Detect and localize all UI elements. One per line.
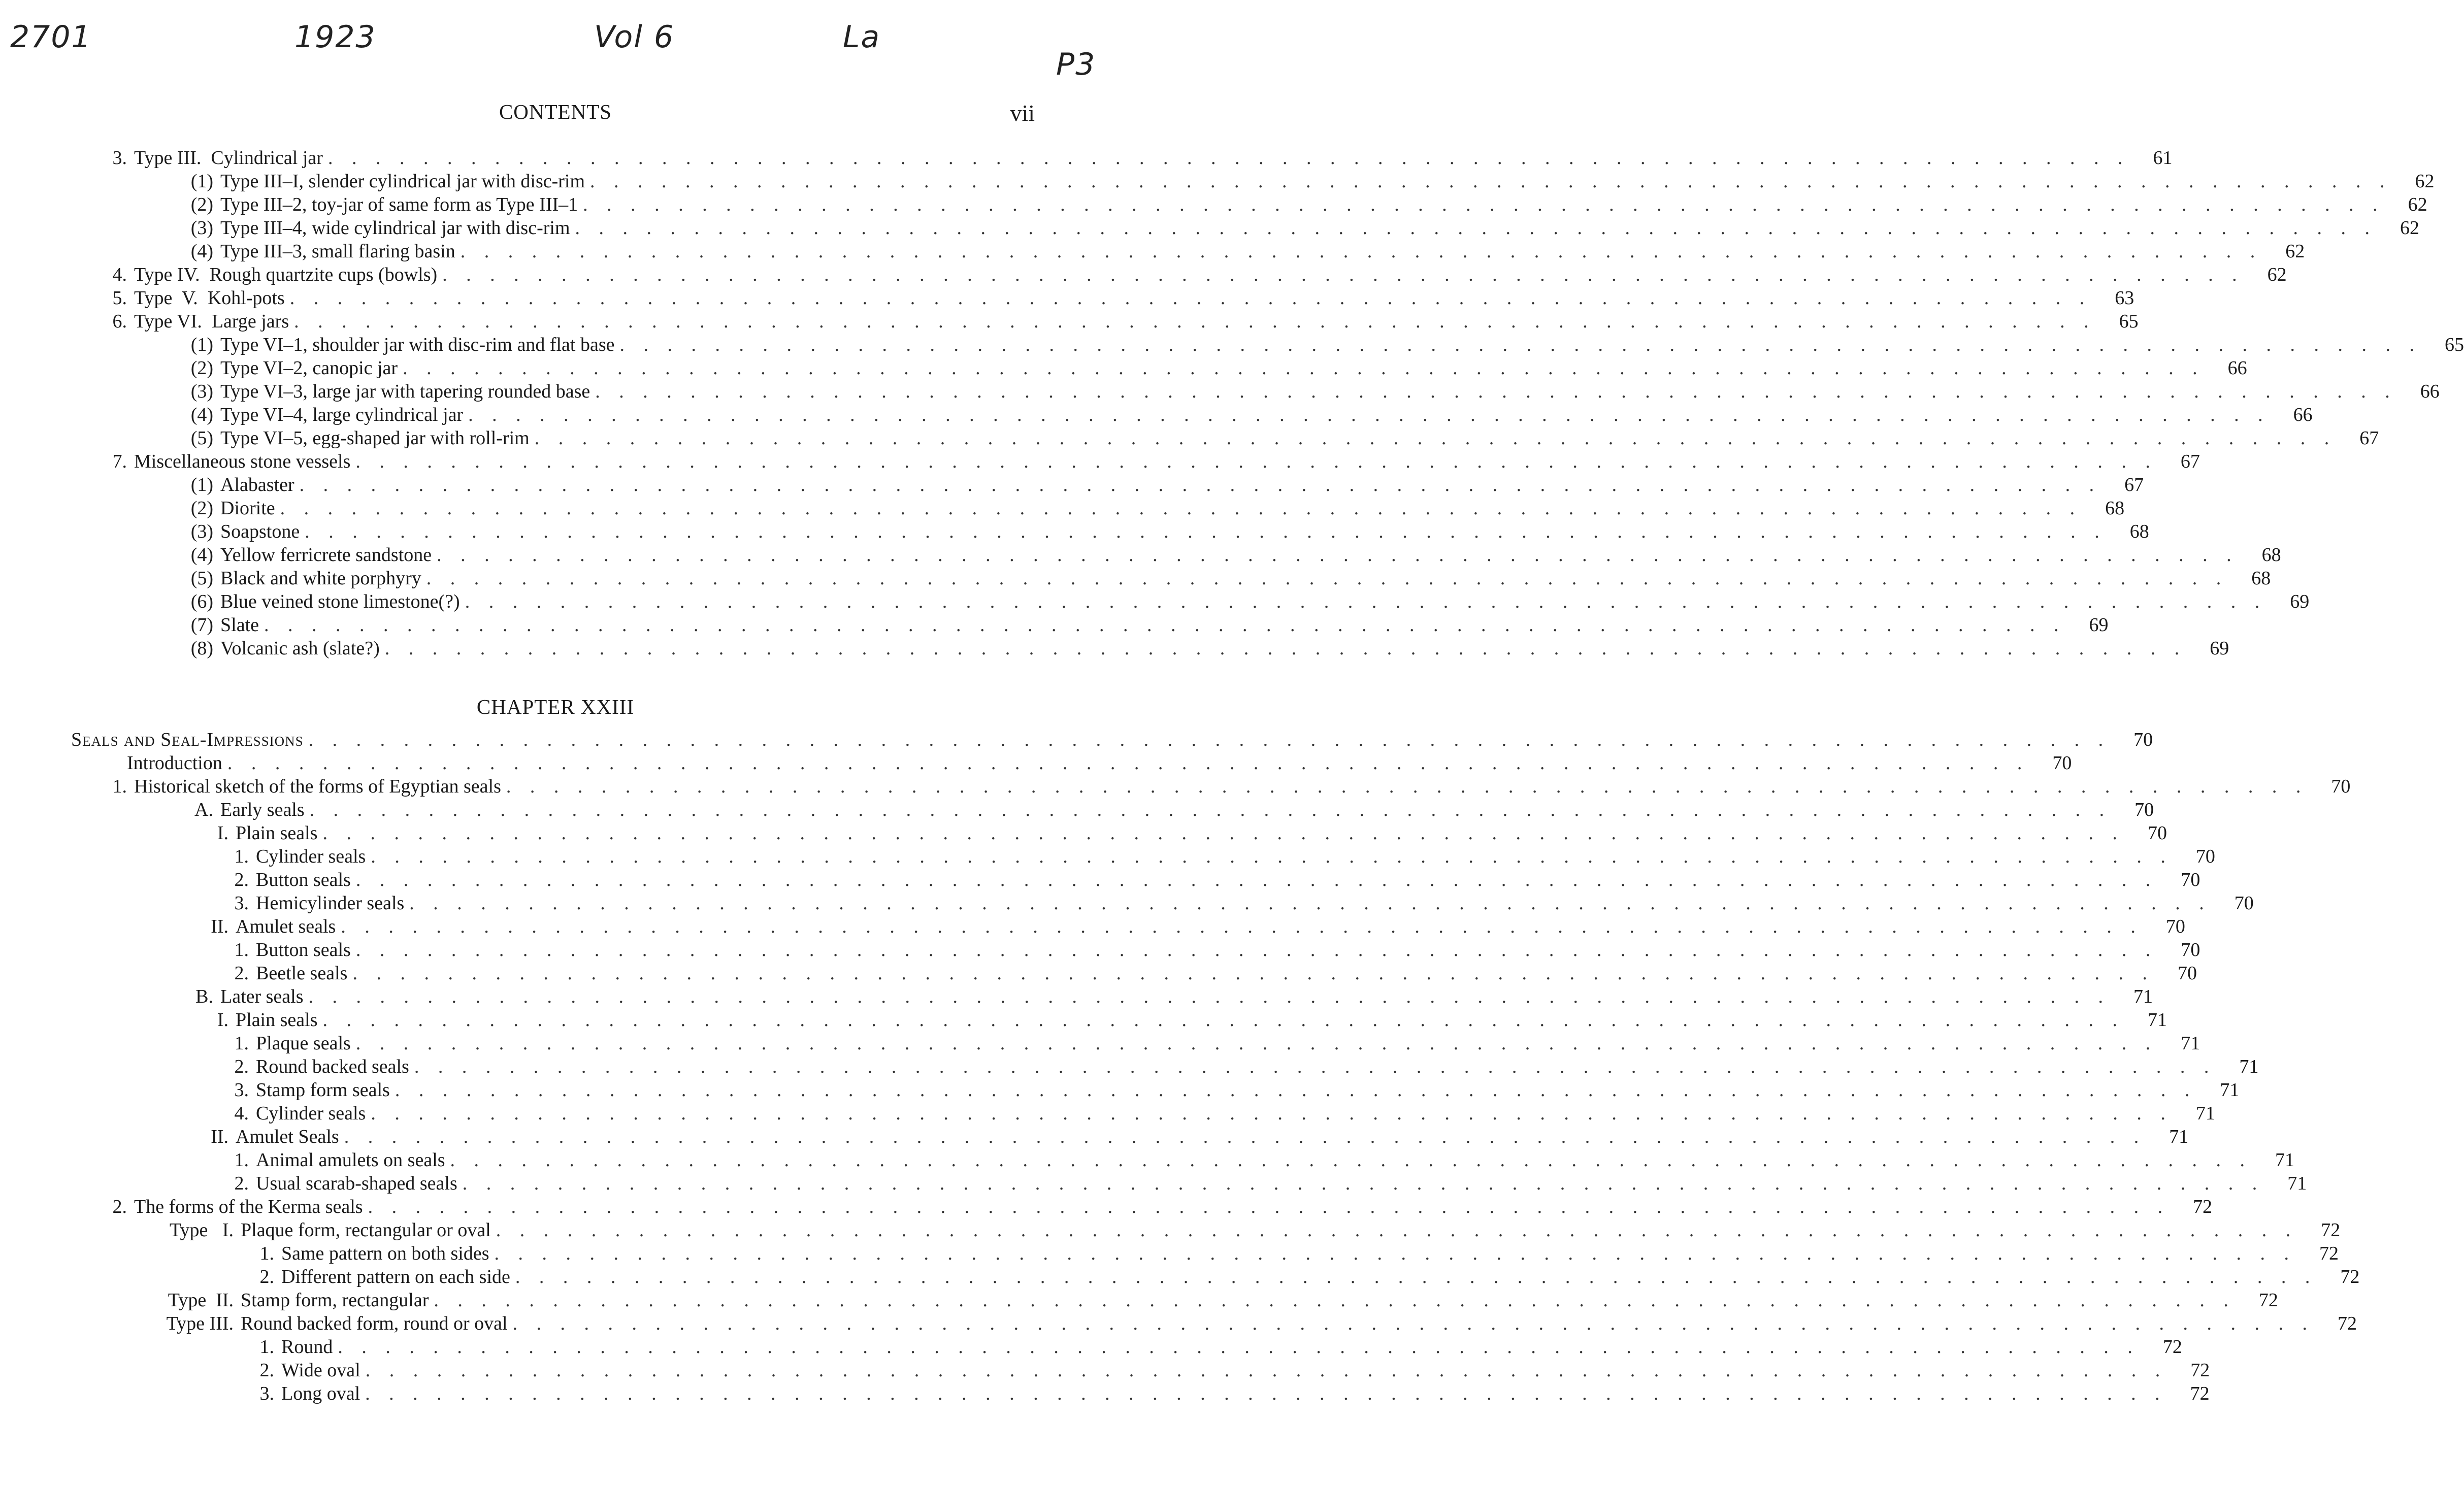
dot-leader: . . . . . . . . . . . . . . . . . . . . . . . . . . . . . . . . . . . . . . . . . . . . . . . . . . . . . . . . . . . . . . . . . . . . . . . . . . . . [308,729,2111,750]
dot-leader: . . . . . . . . . . . . . . . . . . . . . . . . . . . . . . . . . . . . . . . . . . . . . . . . . . . . . . . . . . . . . . . . . . . . . . . . . . . . [355,1033,2158,1054]
toc-entry [71,1289,2278,1312]
toc-entry-number: 2. [259,1360,274,1381]
toc-entry-number: 4. [234,1103,249,1124]
toc-entry-page: 68 [2129,521,2149,542]
dot-leader: . . . . . . . . . . . . . . . . . . . . . . . . . . . . . . . . . . . . . . . . . . . . . . . . . . . . . . . . . . . . . . . . . . . . . . . . . . . . [506,776,2308,797]
toc-entry-page: 71 [2147,1009,2167,1031]
toc-entry-title: Diorite [220,498,275,519]
dot-leader: . . . . . . . . . . . . . . . . . . . . . . . . . . . . . . . . . . . . . . . . . . . . . . . . . . . . . . . . . . . . . . . . . . . . . . . . . . . . [355,451,2157,472]
dot-leader: . . . . . . . . . . . . . . . . . . . . . . . . . . . . . . . . . . . . . . . . . . . . . . . . . . . . . . . . . . . . . . . . . . . . . . . . . . . . [462,1173,2264,1194]
dot-leader: . . . . . . . . . . . . . . . . . . . . . . . . . . . . . . . . . . . . . . . . . . . . . . . . . . . . . . . . . . . . . . . . . . . . . . . . . . . . [468,404,2270,425]
toc-entry-page: 72 [2162,1336,2182,1358]
toc-entry-title: Amulet Seals [236,1126,339,1147]
toc-entry [71,1078,2240,1102]
dot-leader: . . . . . . . . . . . . . . . . . . . . . . . . . . . . . . . . . . . . . . . . . . . . . . . . . . . . . . . . . . . . . . . . . . . . . . . . . . . . [442,264,2244,285]
toc-entry-title: Same pattern on both sides [281,1243,489,1264]
toc-entry-number: (3) [190,521,213,542]
toc-entry-page: 68 [2105,498,2125,519]
toc-entry [71,1335,2182,1359]
toc-entry-page: 62 [2415,171,2435,192]
toc-entry-page: 67 [2124,474,2144,496]
toc-entry-page: 65 [2445,334,2464,355]
toc-entry-number: Type II. [168,1290,234,1311]
toc-entry-page: 70 [2052,752,2072,774]
toc-entry-page: 70 [2133,729,2153,750]
toc-entry-page: 70 [2234,893,2254,914]
toc-entry-number: (1) [190,474,213,496]
dot-leader: . . . . . . . . . . . . . . . . . . . . . . . . . . . . . . . . . . . . . . . . . . . . . . . . . . . . . . . . . . . . . . . . . . . . . . . . . . . . [437,544,2239,566]
toc-entry-number: (8) [190,638,213,659]
toc-entry-page: 70 [2331,776,2351,797]
dot-leader: . . . . . . . . . . . . . . . . . . . . . . . . . . . . . . . . . . . . . . . . . . . . . . . . . . . . . . . . . . . . . . . . . . . . . . . . . . . . [395,1079,2197,1101]
toc-entry-page: 72 [2258,1290,2278,1311]
dot-leader: . . . . . . . . . . . . . . . . . . . . . . . . . . . . . . . . . . . . . . . . . . . . . . . . . . . . . . . . . . . . . . . . . . . . . . . . . . . . [365,1360,2167,1381]
toc-entry [71,1382,2210,1405]
toc-entry-number: (7) [190,614,213,636]
toc-entry-title: Type III–I, slender cylindrical jar with disc-rim [220,171,585,192]
toc-entry [71,1242,2339,1265]
toc-entry-number: (2) [190,194,213,215]
toc-entry [71,1125,2189,1148]
toc-entry [71,590,2310,613]
toc-entry [71,1195,2213,1218]
toc-entry-page: 71 [2275,1149,2295,1171]
toc-entry [71,263,2287,286]
toc-entry [71,845,2215,868]
toc-entry-page: 72 [2319,1243,2339,1264]
dot-leader: . . . . . . . . . . . . . . . . . . . . . . . . . . . . . . . . . . . . . . . . . . . . . . . . . . . . . . . . . . . . . . . . . . . . . . . . . . . . [341,916,2143,937]
toc-entry-number: (5) [190,568,213,589]
toc-entry-page: 66 [2420,381,2440,402]
toc-entry-title: Hemicylinder seals [256,893,405,914]
toc-entry-title: Type VI–5, egg-shaped jar with roll-rim [220,427,530,449]
dot-leader: . . . . . . . . . . . . . . . . . . . . . . . . . . . . . . . . . . . . . . . . . . . . . . . . . . . . . . . . . . . . . . . . . . . . . . . . . . . . [352,963,2154,984]
toc-entry-page: 66 [2227,357,2247,379]
toc-entry-title: Soapstone [220,521,300,542]
toc-entry-title: Type III. Cylindrical jar [134,147,323,169]
toc-entry-number: (2) [190,498,213,519]
dot-leader: . . . . . . . . . . . . . . . . . . . . . . . . . . . . . . . . . . . . . . . . . . . . . . . . . . . . . . . . . . . . . . . . . . . . . . . . . . . . [294,311,2096,332]
toc-entry-number: (4) [190,404,213,425]
dot-leader: . . . . . . . . . . . . . . . . . . . . . . . . . . . . . . . . . . . . . . . . . . . . . . . . . . . . . . . . . . . . . . . . . . . . . . . . . . . . [414,1056,2216,1077]
toc-entry-number: 7. [112,451,127,472]
toc-entry-title: Beetle seals [256,963,348,984]
dot-leader: . . . . . . . . . . . . . . . . . . . . . . . . . . . . . . . . . . . . . . . . . . . . . . . . . . . . . . . . . . . . . . . . . . . . . . . . . . . . [384,638,2187,659]
dot-leader: . . . . . . . . . . . . . . . . . . . . . . . . . . . . . . . . . . . . . . . . . . . . . . . . . . . . . . . . . . . . . . . . . . . . . . . . . . . . [583,194,2385,215]
toc-entry-page: 69 [2210,638,2229,659]
toc-entry [71,380,2440,403]
toc-entry-page: 62 [2400,217,2420,239]
dot-leader: . . . . . . . . . . . . . . . . . . . . . . . . . . . . . . . . . . . . . . . . . . . . . . . . . . . . . . . . . . . . . . . . . . . . . . . . . . . . [371,1103,2173,1124]
dot-leader: . . . . . . . . . . . . . . . . . . . . . . . . . . . . . . . . . . . . . . . . . . . . . . . . . . . . . . . . . . . . . . . . . . . . . . . . . . . . [434,1290,2236,1311]
dot-leader: . . . . . . . . . . . . . . . . . . . . . . . . . . . . . . . . . . . . . . . . . . . . . . . . . . . . . . . . . . . . . . . . . . . . . . . . . . . . [403,357,2205,379]
toc-entry-title: Different pattern on each side [281,1266,510,1287]
toc-entry-title: Type V. Kohl-pots [134,287,285,309]
toc-entry-number: 1. [259,1243,274,1264]
toc-entry [71,1148,2295,1172]
toc-entry [71,333,2464,356]
toc-entry [71,170,2435,193]
toc-entry-page: 70 [2181,939,2200,961]
toc-entry-page: 67 [2180,451,2200,472]
toc-entry-title: Type VI–4, large cylindrical jar [220,404,464,425]
toc-entry-page: 72 [2338,1313,2357,1334]
dot-leader: . . . . . . . . . . . . . . . . . . . . . . . . . . . . . . . . . . . . . . . . . . . . . . . . . . . . . . . . . . . . . . . . . . . . . . . . . . . . [327,147,2130,169]
toc-entry-page: 71 [2169,1126,2189,1147]
handwritten-page-ref: P3 [1056,47,1096,82]
toc-entry-title: Plaque form, rectangular or oval [241,1219,491,1241]
toc-entry [71,775,2351,798]
dot-leader: . . . . . . . . . . . . . . . . . . . . . . . . . . . . . . . . . . . . . . . . . . . . . . . . . . . . . . . . . . . . . . . . . . . . . . . . . . . . [465,591,2267,612]
dot-leader: . . . . . . . . . . . . . . . . . . . . . . . . . . . . . . . . . . . . . . . . . . . . . . . . . . . . . . . . . . . . . . . . . . . . . . . . . . . . [619,334,2421,355]
toc-entry-number: (4) [190,241,213,262]
toc-entry-number: II. [211,1126,228,1147]
dot-leader: . . . . . . . . . . . . . . . . . . . . . . . . . . . . . . . . . . . . . . . . . . . . . . . . . . . . . . . . . . . . . . . . . . . . . . . . . . . . [450,1149,2252,1171]
toc-entry-number: 1. [234,1149,249,1171]
toc-entry-page: 72 [2190,1383,2210,1404]
toc-entry-number: 1. [234,846,249,867]
toc-entry-title: Introduction [127,752,222,774]
toc-entry [71,915,2185,938]
handwritten-year: 1923 [294,19,376,55]
toc-entry-title: Round backed form, round or oval [241,1313,508,1334]
dot-leader: . . . . . . . . . . . . . . . . . . . . . . . . . . . . . . . . . . . . . . . . . . . . . . . . . . . . . . . . . . . . . . . . . . . . . . . . . . . . [322,1009,2124,1031]
toc-entry-title: The forms of the Kerma seals [134,1196,363,1217]
toc-entry-title: Type IV. Rough quartzite cups (bowls) [134,264,438,285]
dot-leader: . . . . . . . . . . . . . . . . . . . . . . . . . . . . . . . . . . . . . . . . . . . . . . . . . . . . . . . . . . . . . . . . . . . . . . . . . . . . [534,427,2337,449]
toc-entry-number: 2. [234,963,249,984]
toc-entry-number: A. [194,799,213,820]
toc-entry-number: 2. [259,1266,274,1287]
toc-entry-number: 6. [112,311,127,332]
dot-leader: . . . . . . . . . . . . . . . . . . . . . . . . . . . . . . . . . . . . . . . . . . . . . . . . . . . . . . . . . . . . . . . . . . . . . . . . . . . . [338,1336,2140,1358]
toc-entry-page: 70 [2165,916,2185,937]
toc-entry-title: Round [281,1336,333,1358]
toc-entry-title: Type VI. Large jars [134,311,289,332]
toc-entry-page: 70 [2177,963,2197,984]
toc-entry-number: 5. [112,287,127,309]
toc-entry [71,962,2197,985]
toc-entry-title: Type III–4, wide cylindrical jar with disc-rim [220,217,570,239]
toc-entry-page: 70 [2134,799,2154,820]
toc-entry [71,1312,2357,1335]
dot-leader: . . . . . . . . . . . . . . . . . . . . . . . . . . . . . . . . . . . . . . . . . . . . . . . . . . . . . . . . . . . . . . . . . . . . . . . . . . . . [305,521,2107,542]
toc-entry-title: Type VI–1, shoulder jar with disc-rim and flat base [220,334,615,355]
dot-leader: . . . . . . . . . . . . . . . . . . . . . . . . . . . . . . . . . . . . . . . . . . . . . . . . . . . . . . . . . . . . . . . . . . . . . . . . . . . . [371,846,2173,867]
toc-entry-page: 63 [2115,287,2134,309]
toc-entry [71,216,2420,240]
toc-entry-number: Type I. [169,1219,234,1241]
toc-entry [71,146,2173,170]
toc-entry-number: 1. [259,1336,274,1358]
toc-entry-number: (2) [190,357,213,379]
toc-entry [71,1359,2210,1382]
toc-entry-number: (6) [190,591,213,612]
toc-entry-title: Amulet seals [236,916,336,937]
toc-entry [71,868,2200,891]
toc-entry [71,356,2247,380]
toc-entry [71,450,2200,473]
toc-entry [71,1008,2167,1032]
toc-entry-number: II. [211,916,228,937]
dot-leader: . . . . . . . . . . . . . . . . . . . . . . . . . . . . . . . . . . . . . . . . . . . . . . . . . . . . . . . . . . . . . . . . . . . . . . . . . . . . [496,1219,2298,1241]
dot-leader: . . . . . . . . . . . . . . . . . . . . . . . . . . . . . . . . . . . . . . . . . . . . . . . . . . . . . . . . . . . . . . . . . . . . . . . . . . . . [365,1383,2167,1404]
dot-leader: . . . . . . . . . . . . . . . . . . . . . . . . . . . . . . . . . . . . . . . . . . . . . . . . . . . . . . . . . . . . . . . . . . . . . . . . . . . . [460,241,2262,262]
dot-leader: . . . . . . . . . . . . . . . . . . . . . . . . . . . . . . . . . . . . . . . . . . . . . . . . . . . . . . . . . . . . . . . . . . . . . . . . . . . . [575,217,2377,239]
toc-entry-page: 68 [2251,568,2271,589]
toc-entry-page: 68 [2261,544,2281,566]
dot-leader: . . . . . . . . . . . . . . . . . . . . . . . . . . . . . . . . . . . . . . . . . . . . . . . . . . . . . . . . . . . . . . . . . . . . . . . . . . . . [409,893,2211,914]
toc-entry-title: Blue veined stone limestone(?) [220,591,460,612]
toc-entry-page: 71 [2220,1079,2240,1101]
toc-entry [71,1055,2259,1078]
dot-leader: . . . . . . . . . . . . . . . . . . . . . . . . . . . . . . . . . . . . . . . . . . . . . . . . . . . . . . . . . . . . . . . . . . . . . . . . . . . . [309,799,2112,820]
page-folio: vii [1010,100,1035,126]
toc-entry-page: 71 [2133,986,2153,1007]
toc-entry-title: Yellow ferricrete sandstone [220,544,432,566]
toc-entry [71,473,2144,497]
toc-entry [71,310,2139,333]
toc-entry-title: Type III–2, toy-jar of same form as Type III–1 [220,194,578,215]
toc-entry-number: (1) [190,334,213,355]
toc-entry-page: 71 [2195,1103,2215,1124]
toc-entry-title: Early seals [220,799,305,820]
toc-entry [71,1218,2341,1242]
handwritten-volume: Vol 6 [594,19,675,55]
toc-entry-number: I. [217,822,228,844]
toc-entry [71,751,2072,775]
toc-entry-title: Type VI–2, canopic jar [220,357,398,379]
toc-entry-number: 1. [234,1033,249,1054]
toc-entry-title: Stamp form seals [256,1079,390,1101]
toc-entry-title: Animal amulets on seals [256,1149,445,1171]
toc-entry-title: Type III–3, small flaring basin [220,241,455,262]
toc-entry-title: Cylinder seals [256,846,366,867]
toc-entry-title: Black and white porphyry [220,568,421,589]
toc-entry-page: 67 [2359,427,2379,449]
toc-entry-number: 3. [234,1079,249,1101]
toc-entry-title: Long oval [281,1383,360,1404]
dot-leader: . . . . . . . . . . . . . . . . . . . . . . . . . . . . . . . . . . . . . . . . . . . . . . . . . . . . . . . . . . . . . . . . . . . . . . . . . . . . [355,869,2158,890]
handwritten-initials: La [843,19,881,55]
toc-entry-title: Seals and Seal-Impressions [71,729,304,750]
toc-entry-page: 66 [2293,404,2313,425]
dot-leader: . . . . . . . . . . . . . . . . . . . . . . . . . . . . . . . . . . . . . . . . . . . . . . . . . . . . . . . . . . . . . . . . . . . . . . . . . . . . [264,614,2066,636]
toc-entry [71,286,2134,310]
toc-entry-page: 70 [2195,846,2215,867]
toc-entry-page: 70 [2181,869,2200,890]
toc-entry [71,821,2167,845]
toc-entry-title: Miscellaneous stone vessels [134,451,351,472]
toc-entry-page: 71 [2181,1033,2200,1054]
toc-entry-title: Plaque seals [256,1033,351,1054]
toc-entry-page: 69 [2089,614,2109,636]
toc-entry [71,798,2154,821]
toc-entry-number: 2. [234,1173,249,1194]
toc-entry-title: Later seals [220,986,304,1007]
toc-entry-title: Alabaster [220,474,294,496]
running-head: CONTENTS [499,100,612,123]
dot-leader: . . . . . . . . . . . . . . . . . . . . . . . . . . . . . . . . . . . . . . . . . . . . . . . . . . . . . . . . . . . . . . . . . . . . . . . . . . . . [299,474,2101,496]
toc-entry [71,567,2271,590]
toc-entry-page: 69 [2290,591,2310,612]
dot-leader: . . . . . . . . . . . . . . . . . . . . . . . . . . . . . . . . . . . . . . . . . . . . . . . . . . . . . . . . . . . . . . . . . . . . . . . . . . . . [590,171,2392,192]
toc-entry [71,938,2200,962]
toc-entry-page: 71 [2239,1056,2259,1077]
toc-entry [71,426,2379,450]
toc-entry-page: 65 [2119,311,2139,332]
toc-entry-number: 2. [234,869,249,890]
dot-leader: . . . . . . . . . . . . . . . . . . . . . . . . . . . . . . . . . . . . . . . . . . . . . . . . . . . . . . . . . . . . . . . . . . . . . . . . . . . . [494,1243,2296,1264]
toc-entry-title: Plain seals [236,1009,318,1031]
toc-entry-number: 3. [112,147,127,169]
toc-entry-title: Slate [220,614,259,636]
toc-entry-page: 70 [2147,822,2167,844]
toc-entry-title: Cylinder seals [256,1103,366,1124]
toc-entry-title: Historical sketch of the forms of Egyptian seals [134,776,501,797]
toc-entry [71,193,2427,216]
toc-entry-number: Type III. [166,1313,234,1334]
dot-leader: . . . . . . . . . . . . . . . . . . . . . . . . . . . . . . . . . . . . . . . . . . . . . . . . . . . . . . . . . . . . . . . . . . . . . . . . . . . . [355,939,2158,961]
toc-entry-number: (3) [190,217,213,239]
toc-entry-number: I. [217,1009,228,1031]
toc-entry-number: B. [195,986,213,1007]
toc-entry-number: (4) [190,544,213,566]
dot-leader: . . . . . . . . . . . . . . . . . . . . . . . . . . . . . . . . . . . . . . . . . . . . . . . . . . . . . . . . . . . . . . . . . . . . . . . . . . . . [512,1313,2315,1334]
toc-entry [71,497,2125,520]
toc-entry [71,543,2281,567]
toc-entry [71,637,2229,660]
toc-entry-number: 4. [112,264,127,285]
toc-entry [71,520,2149,543]
chapter-heading: CHAPTER XXIII [476,695,635,718]
dot-leader: . . . . . . . . . . . . . . . . . . . . . . . . . . . . . . . . . . . . . . . . . . . . . . . . . . . . . . . . . . . . . . . . . . . . . . . . . . . . [227,752,2029,774]
toc-entry-number: 3. [259,1383,274,1404]
toc-entry-page: 61 [2153,147,2173,169]
toc-entry-page: 72 [2340,1266,2360,1287]
toc-entry [71,1102,2215,1125]
toc-entry [71,891,2254,915]
toc-entry-number: 2. [234,1056,249,1077]
dot-leader: . . . . . . . . . . . . . . . . . . . . . . . . . . . . . . . . . . . . . . . . . . . . . . . . . . . . . . . . . . . . . . . . . . . . . . . . . . . . [344,1126,2146,1147]
dot-leader: . . . . . . . . . . . . . . . . . . . . . . . . . . . . . . . . . . . . . . . . . . . . . . . . . . . . . . . . . . . . . . . . . . . . . . . . . . . . [322,822,2124,844]
toc-entry [71,240,2305,263]
toc-entry-page: 72 [2193,1196,2213,1217]
toc-entry [71,1032,2200,1055]
toc-entry [71,613,2109,637]
toc-entry-title: Button seals [256,939,351,961]
dot-leader: . . . . . . . . . . . . . . . . . . . . . . . . . . . . . . . . . . . . . . . . . . . . . . . . . . . . . . . . . . . . . . . . . . . . . . . . . . . . [308,986,2111,1007]
toc-entry-page: 72 [2190,1360,2210,1381]
dot-leader: . . . . . . . . . . . . . . . . . . . . . . . . . . . . . . . . . . . . . . . . . . . . . . . . . . . . . . . . . . . . . . . . . . . . . . . . . . . . [368,1196,2170,1217]
toc-entry-title: Usual scarab-shaped seals [256,1173,457,1194]
dot-leader: . . . . . . . . . . . . . . . . . . . . . . . . . . . . . . . . . . . . . . . . . . . . . . . . . . . . . . . . . . . . . . . . . . . . . . . . . . . . [289,287,2092,309]
toc-section-stone-vessels [71,146,2464,660]
toc-entry-number: (5) [190,427,213,449]
toc-entry-number: 2. [112,1196,127,1217]
dot-leader: . . . . . . . . . . . . . . . . . . . . . . . . . . . . . . . . . . . . . . . . . . . . . . . . . . . . . . . . . . . . . . . . . . . . . . . . . . . . [515,1266,2317,1287]
toc-section-seals [71,728,2360,1405]
toc-entry-number: 1. [112,776,127,797]
toc-entry-title: Volcanic ash (slate?) [220,638,380,659]
toc-entry [71,403,2313,426]
toc-entry-page: 62 [2285,241,2305,262]
toc-entry-page: 62 [2408,194,2427,215]
dot-leader: . . . . . . . . . . . . . . . . . . . . . . . . . . . . . . . . . . . . . . . . . . . . . . . . . . . . . . . . . . . . . . . . . . . . . . . . . . . . [280,498,2082,519]
toc-entry-page: 71 [2287,1173,2307,1194]
toc-entry-page: 62 [2267,264,2287,285]
toc-entry-number: 1. [234,939,249,961]
toc-entry-title: Plain seals [236,822,318,844]
toc-entry-title: Type VI–3, large jar with tapering rounded base [220,381,590,402]
dot-leader: . . . . . . . . . . . . . . . . . . . . . . . . . . . . . . . . . . . . . . . . . . . . . . . . . . . . . . . . . . . . . . . . . . . . . . . . . . . . [426,568,2228,589]
toc-entry [71,1172,2307,1195]
toc-entry-number: 3. [234,893,249,914]
handwritten-number: 2701 [10,19,92,55]
toc-entry-page: 72 [2321,1219,2341,1241]
dot-leader: . . . . . . . . . . . . . . . . . . . . . . . . . . . . . . . . . . . . . . . . . . . . . . . . . . . . . . . . . . . . . . . . . . . . . . . . . . . . [595,381,2397,402]
toc-entry-title: Button seals [256,869,351,890]
toc-entry-number: (1) [190,171,213,192]
toc-entry-title: Stamp form, rectangular [241,1290,429,1311]
toc-entry [71,728,2153,751]
toc-entry-title: Round backed seals [256,1056,409,1077]
toc-entry-number: (3) [190,381,213,402]
toc-entry [71,985,2153,1008]
toc-entry [71,1265,2360,1289]
toc-entry-title: Wide oval [281,1360,360,1381]
